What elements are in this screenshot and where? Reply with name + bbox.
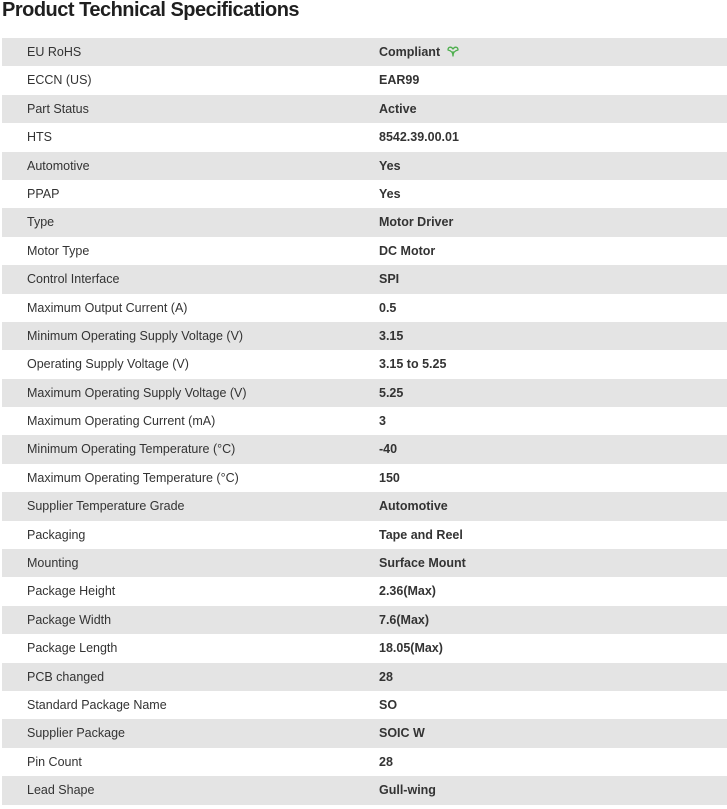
spec-label: Control Interface — [27, 272, 120, 287]
spec-label: EU RoHS — [27, 45, 82, 59]
spec-value: SPI — [379, 272, 400, 287]
spec-row-supply-voltage — [2, 350, 727, 378]
spec-value: Tape and Reel — [379, 527, 463, 542]
spec-label: Type — [27, 215, 55, 230]
spec-value: SO — [379, 697, 398, 712]
spec-row-automotive — [2, 152, 727, 180]
spec-value: 28 — [379, 754, 393, 769]
spec-label: Minimum Operating Supply Voltage (V) — [27, 328, 244, 343]
spec-row-hts — [2, 123, 727, 151]
spec-value: -40 — [379, 442, 398, 457]
spec-row-control-interface — [2, 265, 727, 293]
spec-label: Maximum Output Current (A) — [27, 300, 188, 315]
spec-row-min-supply-voltage — [2, 322, 727, 350]
spec-row-supplier-package — [2, 719, 727, 747]
spec-row-package-length — [2, 634, 727, 662]
spec-label: Automotive — [27, 158, 90, 173]
spec-row-eu-rohs — [2, 38, 727, 66]
spec-label: Pin Count — [27, 754, 82, 769]
page-title: Product Technical Specifications — [2, 0, 300, 21]
spec-row-package-width — [2, 606, 727, 634]
spec-row-type — [2, 208, 727, 236]
spec-table — [2, 38, 727, 805]
spec-row-package-height — [2, 577, 727, 605]
spec-label: Maximum Operating Temperature (°C) — [27, 470, 239, 485]
spec-row-part-status — [2, 95, 727, 123]
spec-value: 3.15 to 5.25 — [379, 357, 447, 372]
spec-label: Supplier Temperature Grade — [27, 499, 185, 514]
spec-label: Maximum Operating Supply Voltage (V) — [27, 385, 247, 400]
spec-label: Minimum Operating Temperature (°C) — [27, 442, 236, 457]
spec-row-ppap — [2, 180, 727, 208]
spec-value: SOIC W — [379, 726, 425, 741]
spec-row-max-supply-voltage — [2, 379, 727, 407]
spec-value: Automotive — [379, 499, 448, 514]
spec-value-text: Compliant — [379, 45, 441, 59]
spec-value: Yes — [379, 186, 401, 201]
spec-value — [379, 38, 460, 66]
spec-row-mounting — [2, 549, 727, 577]
spec-label: Package Height — [27, 584, 116, 599]
spec-label: Standard Package Name — [27, 697, 167, 712]
spec-value: 18.05(Max) — [379, 641, 443, 656]
spec-row-temperature-grade — [2, 492, 727, 520]
spec-label: ECCN (US) — [27, 73, 92, 88]
spec-row-max-output-current — [2, 294, 727, 322]
spec-row-lead-shape — [2, 776, 727, 804]
spec-value: Motor Driver — [379, 215, 454, 230]
spec-value: DC Motor — [379, 243, 436, 258]
spec-value: 5.25 — [379, 385, 404, 400]
spec-value: 0.5 — [379, 300, 397, 315]
spec-value: Yes — [379, 158, 401, 173]
spec-label: Supplier Package — [27, 726, 125, 741]
spec-value: EAR99 — [379, 73, 420, 88]
spec-value: 28 — [379, 669, 393, 684]
spec-value: 2.36(Max) — [379, 584, 436, 599]
spec-label: PCB changed — [27, 669, 105, 684]
spec-label: Part Status — [27, 101, 89, 116]
spec-row-pin-count — [2, 748, 727, 776]
spec-value: 3.15 — [379, 328, 404, 343]
spec-row-min-temperature — [2, 435, 727, 463]
spec-label: Packaging — [27, 527, 86, 542]
spec-label: Package Length — [27, 641, 118, 656]
spec-value: Active — [379, 101, 417, 116]
spec-row-max-operating-current — [2, 407, 727, 435]
spec-value: 7.6(Max) — [379, 612, 430, 627]
spec-label: Maximum Operating Current (mA) — [27, 414, 216, 429]
leaf-icon — [446, 45, 460, 57]
spec-row-motor-type — [2, 237, 727, 265]
spec-row-eccn — [2, 66, 727, 94]
spec-value: 8542.39.00.01 — [379, 130, 459, 145]
spec-label: Mounting — [27, 556, 79, 571]
spec-label: Lead Shape — [27, 783, 95, 798]
spec-label: HTS — [27, 130, 52, 145]
spec-label: PPAP — [27, 186, 60, 201]
spec-row-packaging — [2, 521, 727, 549]
spec-value: Surface Mount — [379, 556, 466, 571]
spec-value: Gull-wing — [379, 783, 436, 798]
spec-row-standard-package-name — [2, 691, 727, 719]
spec-row-max-temperature — [2, 464, 727, 492]
spec-label: Package Width — [27, 612, 112, 627]
spec-label: Motor Type — [27, 243, 90, 258]
spec-value: 3 — [379, 414, 386, 429]
spec-label: Operating Supply Voltage (V) — [27, 357, 189, 372]
spec-value: 150 — [379, 470, 400, 485]
spec-row-pcb-changed — [2, 663, 727, 691]
